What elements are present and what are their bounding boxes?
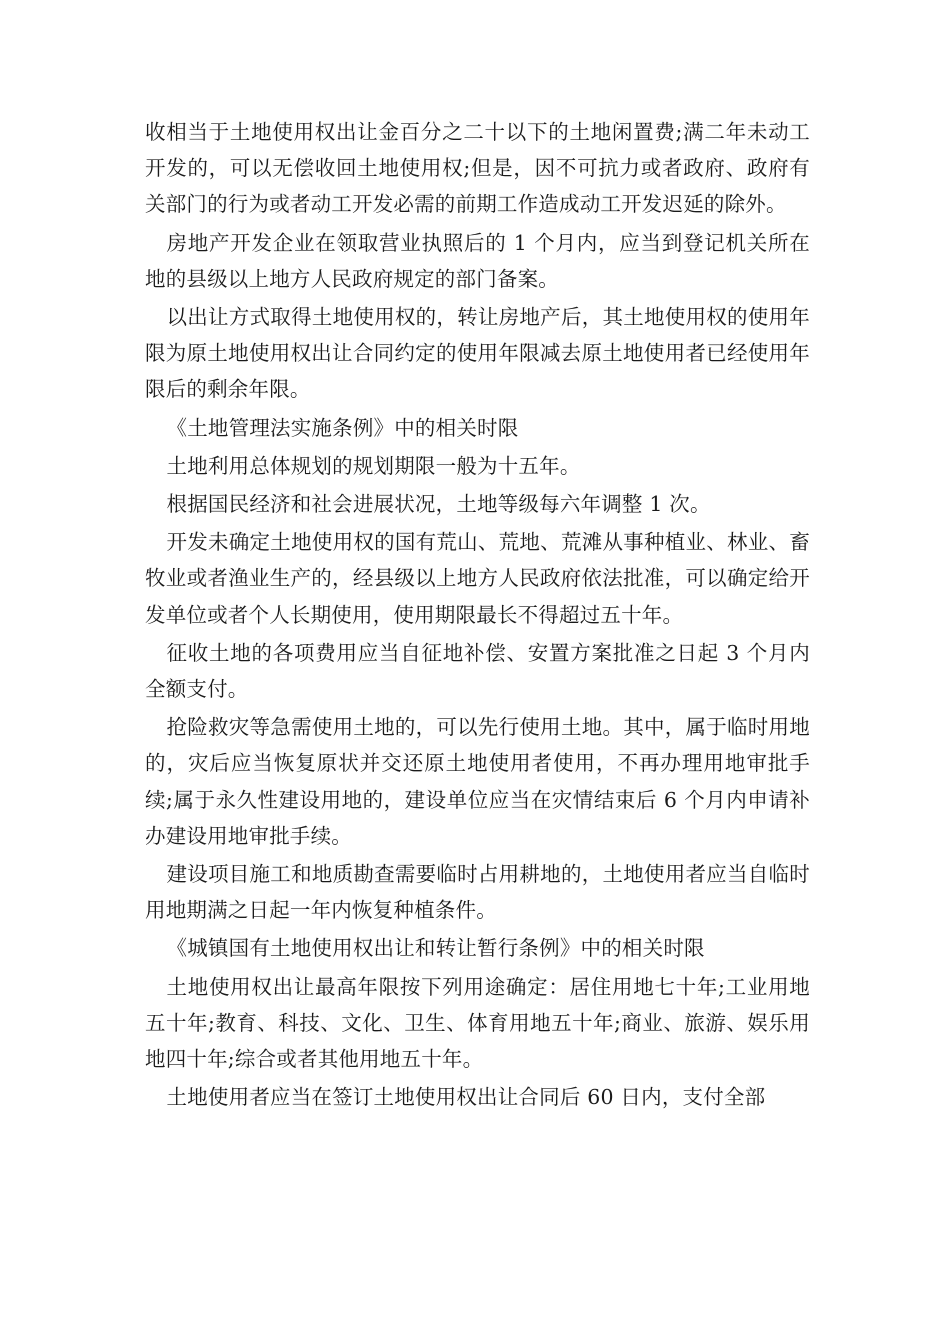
paragraph-2: 房地产开发企业在领取营业执照后的 1 个月内，应当到登记机关所在地的县级以上地方人民政府规定的部门备案。: [145, 230, 810, 291]
paragraph-12: 土地使用权出让最高年限按下列用途确定：居住用地七十年;工业用地五十年;教育、科技、文化、卫生、体育用地五十年;商业、旅游、娱乐用地四十年;综合或者其他用地五十年。: [145, 974, 810, 1072]
paragraph-3: 以出让方式取得土地使用权的，转让房地产后，其土地使用权的使用年限为原土地使用权出让合同约定的使用年限减去原土地使用者已经使用年限后的剩余年限。: [145, 305, 810, 402]
paragraph-6: 根据国民经济和社会进展状况，土地等级每六年调整 1 次。: [166, 492, 711, 517]
paragraph-8: 征收土地的各项费用应当自征地补偿、安置方案批准之日起 3 个月内全额支付。: [145, 640, 810, 702]
section-heading-land-management: 《土地管理法实施条例》中的相关时限: [166, 415, 519, 440]
paragraph-13: 土地使用者应当在签订土地使用权出让合同后 60 日内，支付全部: [166, 1085, 766, 1110]
section-heading-urban-land: 《城镇国有土地使用权出让和转让暂行条例》中的相关时限: [166, 936, 705, 961]
paragraph-10: 建设项目施工和地质勘查需要临时占用耕地的，土地使用者应当自临时用地期满之日起一年内恢复种植条件。: [145, 862, 810, 923]
document-body: [145, 114, 810, 1115]
paragraph-7: 开发未确定土地使用权的国有荒山、荒地、荒滩从事种植业、林业、畜牧业或者渔业生产的，经县级以上地方人民政府依法批准，可以确定给开发单位或者个人长期使用，使用期限最长不得超过五十年。: [145, 530, 810, 627]
paragraph-5: 土地利用总体规划的规划期限一般为十五年。: [166, 453, 581, 478]
paragraph-9: 抢险救灾等急需使用土地的，可以先行使用土地。其中，属于临时用地的，灾后应当恢复原状并交还原土地使用者使用，不再办理用地审批手续;属于永久性建设用地的，建设单位应当在灾情结束后 6 个月内申请补办建设用地审批手续。: [145, 715, 810, 848]
paragraph-1: 收相当于土地使用权出让金百分之二十以下的土地闲置费;满二年未动工开发的，可以无偿收回土地使用权;但是，因不可抗力或者政府、政府有关部门的行为或者动工开发必需的前期工作造成动工开发迟延的除外。: [145, 120, 810, 217]
